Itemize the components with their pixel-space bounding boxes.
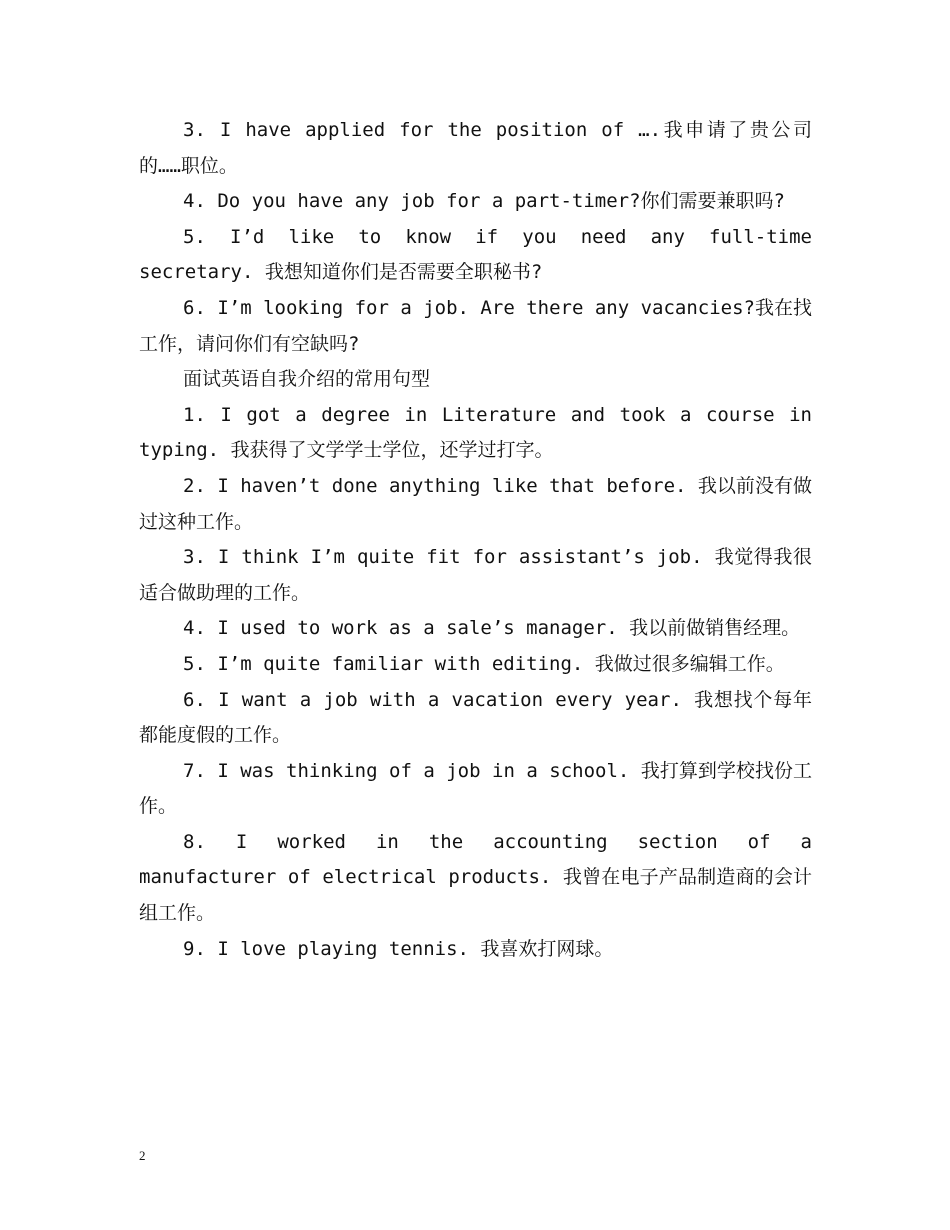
paragraph: 5. I’d like to know if you need any full-time secretary. 我想知道你们是否需要全职秘书?: [139, 225, 812, 284]
paragraph: 7. I was thinking of a job in a school. 我打算到学校找份工作。: [139, 759, 812, 818]
paragraph: 4. I used to work as a sale’s manager. 我以前做销售经理。: [183, 617, 801, 640]
paragraph: 3. I think I’m quite fit for assistant’s job. 我觉得我很适合做助理的工作。: [139, 546, 812, 604]
document-body: [139, 113, 812, 967]
paragraph: 9. I love playing tennis. 我喜欢打网球。: [183, 937, 614, 960]
paragraph: 8. I worked in the accounting section of a manufacturer of electrical products. 我曾在电子产品制造商的会计组工作。: [139, 830, 812, 925]
paragraph: 2. I haven’t done anything like that before. 我以前没有做过这种工作。: [139, 474, 812, 533]
paragraph: 5. I’m quite familiar with editing. 我做过很多编辑工作。: [183, 652, 785, 675]
section-heading: 面试英语自我介绍的常用句型: [183, 368, 431, 391]
paragraph: 1. I got a degree in Literature and took a course in typing. 我获得了文学学士学位，还学过打字。: [139, 403, 812, 462]
paragraph: 6. I’m looking for a job. Are there any vacancies?我在找工作，请问你们有空缺吗?: [139, 296, 812, 355]
paragraph: 6. I want a job with a vacation every year. 我想找个每年都能度假的工作。: [139, 688, 812, 747]
paragraph: 3. I have applied for the position of ….我申请了贵公司的……职位。: [139, 119, 812, 177]
paragraph: 4. Do you have any job for a part-timer?你们需要兼职吗?: [183, 190, 785, 213]
page-number: 2: [139, 1148, 146, 1163]
